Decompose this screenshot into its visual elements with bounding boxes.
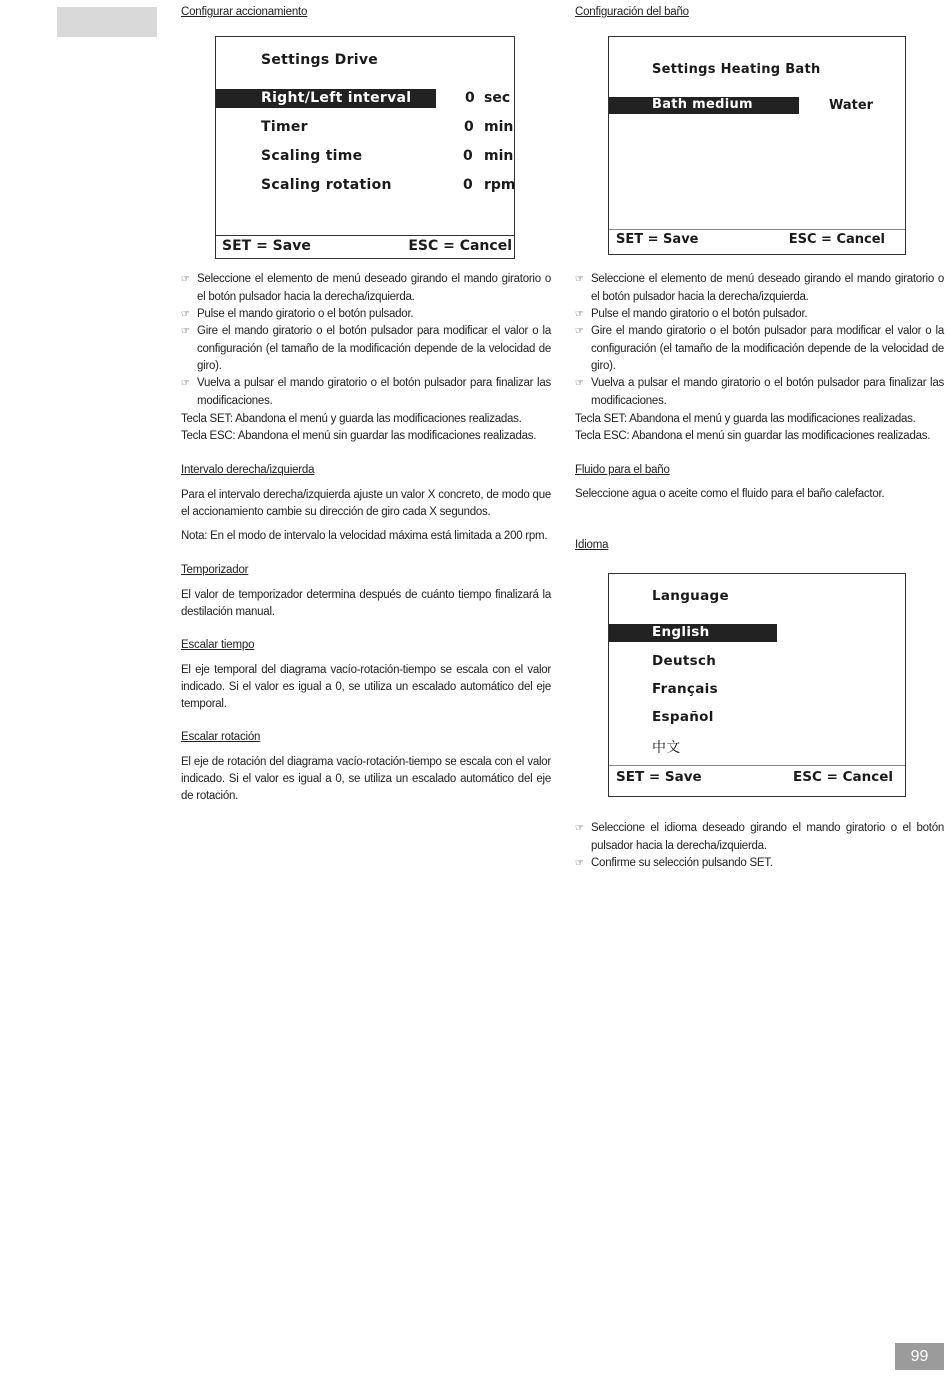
section-heading-drive: Configurar accionamiento xyxy=(181,6,308,18)
list-item: ☞ Pulse el mando giratorio o el botón pulsador. xyxy=(575,306,944,324)
timer-text: El valor de temporizador determina después de cuánto tiempo finalizará la destilación manual. xyxy=(181,589,551,618)
section-heading-interval: Intervalo derecha/izquierda xyxy=(181,464,315,476)
row-label: Scaling time xyxy=(261,148,363,164)
list-item: ☞ Seleccione el elemento de menú deseado girando el mando giratorio o el botón pulsador hacia la derecha/izquierda. xyxy=(181,273,551,303)
row-value: Water xyxy=(829,98,874,113)
footer-save: SET = Save xyxy=(616,769,702,785)
screen-title: Settings Heating Bath xyxy=(652,62,821,77)
set-key-note: Tecla SET: Abandona el menú y guarda las modificaciones realizadas. xyxy=(575,413,916,425)
option-label: English xyxy=(652,624,710,640)
list-item: ☞ Gire el mando giratorio o el botón pulsador para modificar el valor o la configuración (el tamaño de la modificación depende de la velocidad de giro). xyxy=(575,325,944,372)
list-item: ☞ Seleccione el idioma deseado girando el mando giratorio o el botón pulsador hacia la derecha/izquierda. xyxy=(575,822,944,852)
row-label: Right/Left interval xyxy=(261,90,412,106)
pointing-hand-icon: ☞ xyxy=(575,326,584,338)
section-heading-scale-rotation: Escalar rotación xyxy=(181,731,261,743)
section-heading-bath: Configuración del baño xyxy=(575,6,689,18)
section-heading-scale-time: Escalar tiempo xyxy=(181,639,255,651)
pointing-hand-icon: ☞ xyxy=(575,308,584,320)
option-label: 中文 xyxy=(652,740,681,756)
list-item: ☞ Vuelva a pulsar el mando giratorio o el botón pulsador para finalizar las modificaciones. xyxy=(575,376,944,407)
language-screen xyxy=(608,573,906,797)
row-value: 0 xyxy=(465,90,475,106)
language-option-francais xyxy=(609,680,905,699)
footer-save: SET = Save xyxy=(616,232,699,247)
language-option-espanol xyxy=(609,708,905,727)
row-unit: rpm xyxy=(484,177,516,193)
row-value: 0 xyxy=(464,119,474,135)
esc-key-note: Tecla ESC: Abandona el menú sin guardar las modificaciones realizadas. xyxy=(575,430,931,442)
interval-text: Para el intervalo derecha/izquierda ajuste un valor X concreto, de modo que el accionamiento cambie su dirección de giro cada X segundos. xyxy=(181,489,551,518)
section-heading-language: Idioma xyxy=(575,539,609,551)
set-key-note: Tecla SET: Abandona el menú y guarda las modificaciones realizadas. xyxy=(181,413,522,425)
pointing-hand-icon: ☞ xyxy=(181,326,190,338)
list-item: ☞ Pulse el mando giratorio o el botón pulsador. xyxy=(181,306,551,324)
section-heading-fluid: Fluido para el baño xyxy=(575,464,670,476)
pointing-hand-icon: ☞ xyxy=(181,308,190,320)
row-label: Timer xyxy=(261,119,308,135)
row-unit: sec xyxy=(484,90,511,106)
footer-cancel: ESC = Cancel xyxy=(793,769,893,785)
footer-cancel: ESC = Cancel xyxy=(408,238,512,254)
list-item: ☞ Gire el mando giratorio o el botón pulsador para modificar el valor o la configuración (el tamaño de la modificación depende de la velocidad de giro). xyxy=(181,325,551,372)
option-label: Deutsch xyxy=(652,653,717,669)
settings-drive-screen xyxy=(215,36,515,259)
scale-rotation-text: El eje de rotación del diagrama vacío-rotación-tiempo se escala con el valor indicado. Si el valor es igual a 0, se utiliza un escalado automático del eje de rotación. xyxy=(181,756,551,802)
footer-cancel: ESC = Cancel xyxy=(788,232,885,247)
language-instruction-list xyxy=(575,820,944,872)
instruction-list xyxy=(181,271,551,409)
option-label: Français xyxy=(652,681,718,697)
screen-footer xyxy=(216,235,514,258)
page-number: 99 xyxy=(895,1343,944,1370)
list-item: ☞ Confirme su selección pulsando SET. xyxy=(575,855,944,873)
scale-time-text: El eje temporal del diagrama vacío-rotación-tiempo se escala con el valor indicado. Si el valor es igual a 0, se utiliza un escalado automático del eje temporal. xyxy=(181,664,551,710)
esc-key-note: Tecla ESC: Abandona el menú sin guardar las modificaciones realizadas. xyxy=(181,430,537,442)
section-heading-timer: Temporizador xyxy=(181,564,249,576)
screen-footer xyxy=(609,229,905,254)
row-unit: min xyxy=(484,148,514,164)
row-value: 0 xyxy=(463,177,473,193)
pointing-hand-icon: ☞ xyxy=(181,274,190,285)
language-option-chinese xyxy=(609,736,905,755)
chapter-tab xyxy=(57,7,157,37)
screen-title: Settings Drive xyxy=(261,52,379,68)
language-option-english xyxy=(609,624,905,642)
language-option-deutsch xyxy=(609,652,905,671)
screen-title: Language xyxy=(652,588,729,604)
pointing-hand-icon: ☞ xyxy=(181,377,190,389)
footer-save: SET = Save xyxy=(222,238,311,254)
row-label: Bath medium xyxy=(652,97,753,112)
list-item: ☞ Seleccione el elemento de menú deseado girando el mando giratorio o el botón pulsador hacia la derecha/izquierda. xyxy=(575,273,944,303)
row-label: Scaling rotation xyxy=(261,177,392,193)
row-value: 0 xyxy=(463,148,473,164)
pointing-hand-icon: ☞ xyxy=(575,274,584,285)
pointing-hand-icon: ☞ xyxy=(575,823,584,834)
list-item: ☞ Vuelva a pulsar el mando giratorio o el botón pulsador para finalizar las modificaciones. xyxy=(181,376,551,407)
interval-note: Nota: En el modo de intervalo la velocidad máxima está limitada a 200 rpm. xyxy=(181,530,548,542)
instruction-list xyxy=(575,271,944,409)
screen-footer xyxy=(609,765,905,796)
pointing-hand-icon: ☞ xyxy=(575,857,584,869)
option-label: Español xyxy=(652,709,714,725)
pointing-hand-icon: ☞ xyxy=(575,377,584,389)
fluid-text: Seleccione agua o aceite como el fluido para el baño calefactor. xyxy=(575,488,885,500)
settings-bath-screen xyxy=(608,36,906,255)
row-unit: min xyxy=(484,119,514,135)
